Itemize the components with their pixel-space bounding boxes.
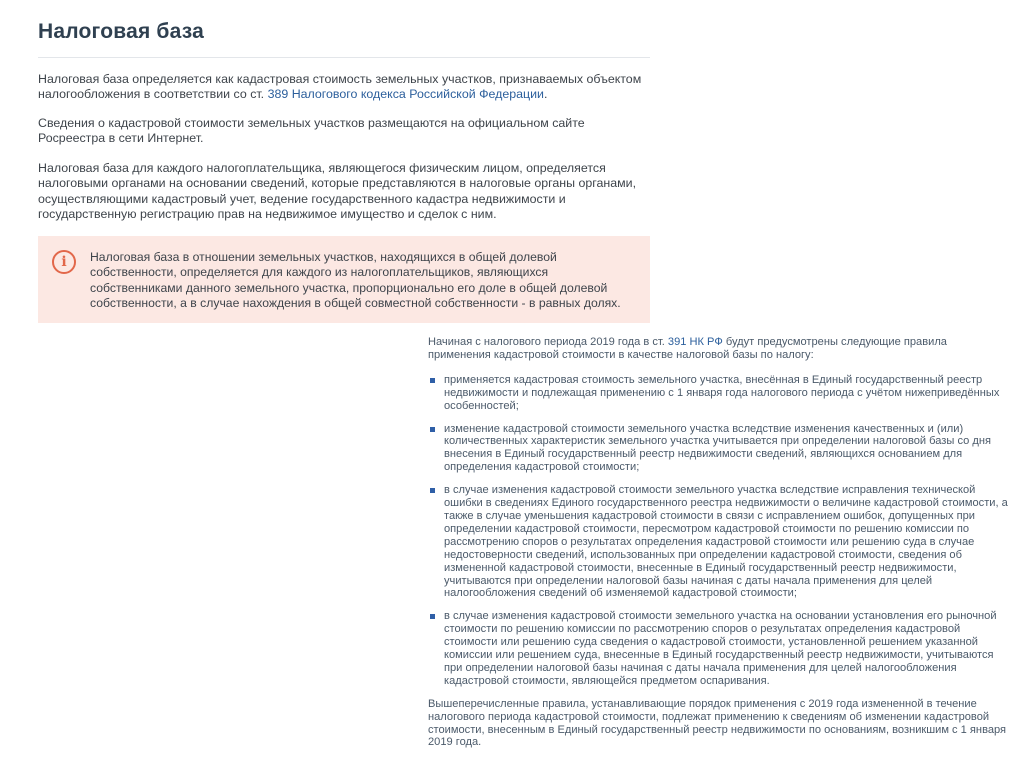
title-divider xyxy=(38,57,650,58)
square-bullet-icon xyxy=(430,378,435,383)
square-bullet-icon xyxy=(430,488,435,493)
paragraph-cadastral-info: Сведения о кадастровой стоимости земельных участков размещаются на официальном сайте Росреестра в сети Интернет. xyxy=(38,116,585,146)
tax-code-article-389-link[interactable]: 389 Налогового кодекса Российской Федерации xyxy=(267,87,544,102)
list-item xyxy=(428,423,1010,475)
notice-text: Налоговая база в отношении земельных участков, находящихся в общей долевой собственности, определяется для каждого из налогоплательщиков, являющихся собственниками данного земельного участка, пропорционально его доле в общей долевой собственности, а в случае нахождения в общей совместной собственности - в равных долях. xyxy=(90,250,621,311)
rules-2019-block xyxy=(428,336,1010,749)
page-title: Налоговая база xyxy=(38,20,204,43)
rules-intro-text: будут предусмотрены следующие правила применения кадастровой стоимости в качестве налоговой базы по налогу: xyxy=(428,336,947,361)
rules-intro xyxy=(428,336,1010,362)
list-item-text: в случае изменения кадастровой стоимости земельного участка вследствие исправления технической ошибки в сведениях Единого государственного реестра недвижимости о величине кадастровой стоимости, а также в случае уменьшения кадастровой стоимости в связи с исправлением ошибок, допущенных при определении кадастровой стоимости, пересмотром кадастровой стоимости по решению комиссии по рассмотрению споров о результатах определения кадастровой стоимости или решению суда в случае недостоверности сведений, использованных при определении кадастровой стоимости, сведения об измененной кадастровой стоимости, внесенные в Единый государственный реестр недвижимости, учитываются при определении налоговой базы начиная с даты начала применения для целей налогообложения сведений об изменяемой кадастровой стоимости; xyxy=(444,484,1008,600)
rules-list xyxy=(428,374,1010,688)
paragraph-tax-base-definition xyxy=(38,72,650,103)
list-item-text: применяется кадастровая стоимость земельного участка, внесённая в Единый государственный реестр недвижимости и подлежащая применению с 1 января года налогового периода с учётом нижеприведённых особенностей; xyxy=(444,373,1000,412)
rules-intro-text: Начиная с налогового периода 2019 года в ст. xyxy=(428,336,668,348)
info-notice xyxy=(38,236,650,323)
square-bullet-icon xyxy=(430,614,435,619)
list-item xyxy=(428,484,1010,600)
list-item xyxy=(428,610,1010,687)
paragraph-tax-base-individuals: Налоговая база для каждого налогоплательщика, являющегося физическим лицом, определяется налоговыми органами на основании сведений, которые представляются в налоговые органы органами, осуществляющими кадастровый учет, ведение государственного кадастра недвижимости и государственную регистрацию прав на недвижимое имущество и сделок с ним. xyxy=(38,161,637,221)
paragraph-text: . xyxy=(543,87,548,102)
list-item-text: в случае изменения кадастровой стоимости земельного участка на основании установления его рыночной стоимости по решению комиссии по рассмотрению споров о результатах определения кадастровой стоимости или решению суда сведения о кадастровой стоимости, установленной решением указанной комиссии или решением суда, внесенные в Единый государственный реестр недвижимости, учитываются при определении налоговой базы начиная с даты начала применения для целей налогообложения кадастровой стоимости, являющейся предметом оспаривания. xyxy=(444,610,997,687)
list-item-text: изменение кадастровой стоимости земельного участка вследствие изменения качественных и (или) количественных характеристик земельного участка учитывается при определении налоговой базы со дня внесения в Единый государственный реестр недвижимости сведений, являющихся основанием для определения кадастровой стоимости; xyxy=(444,422,991,474)
tax-code-article-391-link[interactable]: 391 НК РФ xyxy=(667,336,723,348)
info-icon: i xyxy=(52,250,76,274)
list-item xyxy=(428,374,1010,413)
square-bullet-icon xyxy=(430,427,435,432)
rules-outro: Вышеперечисленные правила, устанавливающие порядок применения с 2019 года измененной в течение налогового периода кадастровой стоимости, подлежат применению к сведениям об изменении кадастровой стоимости, внесенным в Единый государственный реестр недвижимости по основаниям, возникшим с 1 января 2019 года. xyxy=(428,697,1007,749)
paragraph-text: Налоговая база определяется как кадастровая стоимость земельных участков, признаваемых объектом налогообложения в соответствии со ст. xyxy=(38,72,642,102)
